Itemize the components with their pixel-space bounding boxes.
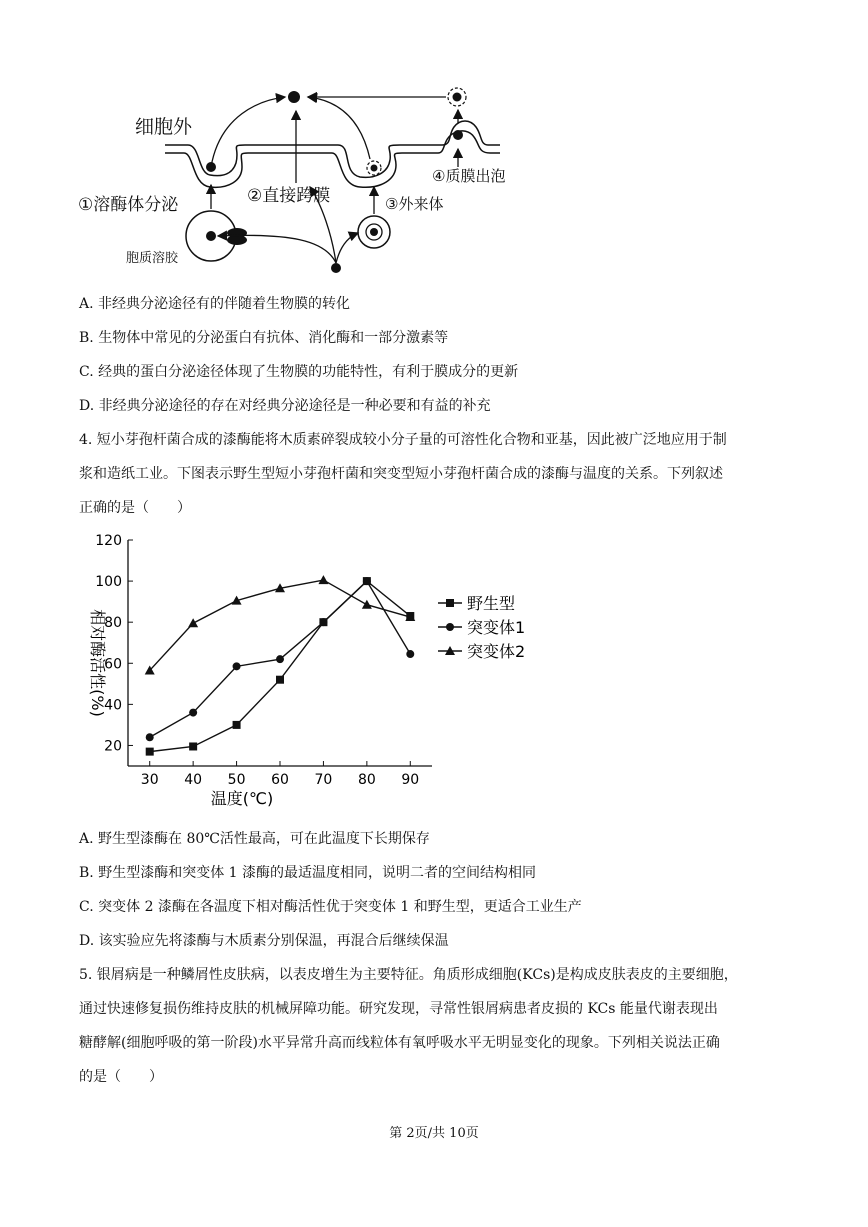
- data-point-circle: [189, 709, 197, 717]
- data-point-square: [276, 676, 284, 684]
- label-direct-transmembrane: ②直接跨膜: [247, 186, 331, 206]
- label-membrane-blebbing: ④质膜出泡: [432, 167, 506, 185]
- data-point-circle: [363, 577, 371, 585]
- data-point-circle: [233, 662, 241, 670]
- x-tick-label: 60: [271, 772, 289, 788]
- q5-stem-line2: 通过快速修复损伤维持皮肤的机械屏障功能。研究发现，寻常性银屑病患者皮损的 KCs 能量代谢表现出: [79, 1001, 718, 1017]
- data-point-circle: [146, 733, 154, 741]
- q5-stem-line3: 糖酵解(细胞呼吸的第一阶段)水平异常升高而线粒体有氧呼吸水平无明显变化的现象。下列相关说法正确: [79, 1035, 720, 1051]
- q3-option-c: C. 经典的蛋白分泌途径体现了生物膜的功能特性，有利于膜成分的更新: [79, 364, 519, 380]
- data-point-square: [189, 742, 197, 750]
- q4-option-b: B. 野生型漆酶和突变体 1 漆酶的最适温度相同，说明二者的空间结构相同: [79, 865, 536, 881]
- data-point-triangle: [318, 575, 328, 584]
- y-tick-label: 80: [104, 615, 122, 632]
- q5-stem-line1: 5. 银屑病是一种鳞屑性皮肤病，以表皮增生为主要特征。角质形成细胞(KCs)是构成皮肤表皮的主要细胞，: [79, 967, 738, 983]
- data-point-triangle: [188, 618, 198, 627]
- data-point-circle: [319, 618, 327, 626]
- label-cytosol: 胞质溶胶: [126, 251, 179, 266]
- q5-stem-line4: 的是（ ）: [79, 1069, 163, 1085]
- y-tick-label: 20: [104, 738, 122, 755]
- label-exosome: ③外来体: [385, 195, 444, 213]
- q4-option-a: A. 野生型漆酶在 80℃活性最高，可在此温度下长期保存: [79, 831, 430, 847]
- x-tick-label: 90: [401, 772, 420, 788]
- q3-option-a: A. 非经典分泌途径有的伴随着生物膜的转化: [79, 296, 351, 312]
- x-tick-label: 70: [314, 772, 333, 788]
- secretion-diagram: [70, 75, 540, 285]
- x-tick-label: 50: [227, 772, 246, 788]
- data-point-square: [146, 748, 154, 756]
- x-tick-label: 80: [357, 772, 376, 788]
- page-footer: 第 2页/共 10页: [389, 1126, 479, 1141]
- q3-option-b: B. 生物体中常见的分泌蛋白有抗体、消化酶和一部分激素等: [79, 330, 449, 346]
- y-tick-label: 120: [95, 533, 122, 549]
- legend-label: 野生型: [467, 594, 516, 613]
- q4-option-c: C. 突变体 2 漆酶在各温度下相对酶活性优于突变体 1 和野生型，更适合工业生产: [79, 899, 582, 915]
- y-tick-label: 100: [95, 574, 122, 591]
- x-tick-label: 40: [184, 772, 203, 788]
- y-axis-title: 相对酶活性(%): [88, 609, 107, 717]
- q4-stem-line1: 4. 短小芽孢杆菌合成的漆酶能将木质素碎裂成较小分子量的可溶性化合物和亚基，因此被广泛地应用于制: [79, 432, 727, 448]
- data-point-circle: [276, 655, 284, 663]
- x-tick-label: 30: [140, 772, 159, 788]
- data-point-triangle: [362, 600, 372, 609]
- data-point-circle: [406, 650, 414, 658]
- legend-label: 突变体2: [467, 642, 526, 661]
- legend-marker-square: [446, 599, 454, 607]
- y-tick-label: 40: [104, 697, 122, 714]
- label-outside-cell: 细胞外: [135, 116, 193, 138]
- x-axis-title: 温度(℃): [210, 789, 274, 808]
- label-lysosome-secretion: ①溶酶体分泌: [78, 195, 179, 215]
- legend-label: 突变体1: [467, 618, 526, 637]
- q4-stem-line2: 浆和造纸工业。下图表示野生型短小芽孢杆菌和突变型短小芽孢杆菌合成的漆酶与温度的关系。下列叙述: [79, 466, 723, 482]
- data-point-square: [233, 721, 241, 729]
- chart-svg: [70, 530, 550, 810]
- q4-option-d: D. 该实验应先将漆酶与木质素分别保温，再混合后继续保温: [79, 933, 449, 949]
- enzyme-activity-chart: [70, 530, 550, 810]
- q3-option-d: D. 非经典分泌途径的存在对经典分泌途径是一种必要和有益的补充: [79, 398, 491, 414]
- legend-marker-circle: [446, 623, 454, 631]
- y-tick-label: 60: [104, 656, 122, 673]
- q4-stem-line3: 正确的是（ ）: [79, 500, 191, 516]
